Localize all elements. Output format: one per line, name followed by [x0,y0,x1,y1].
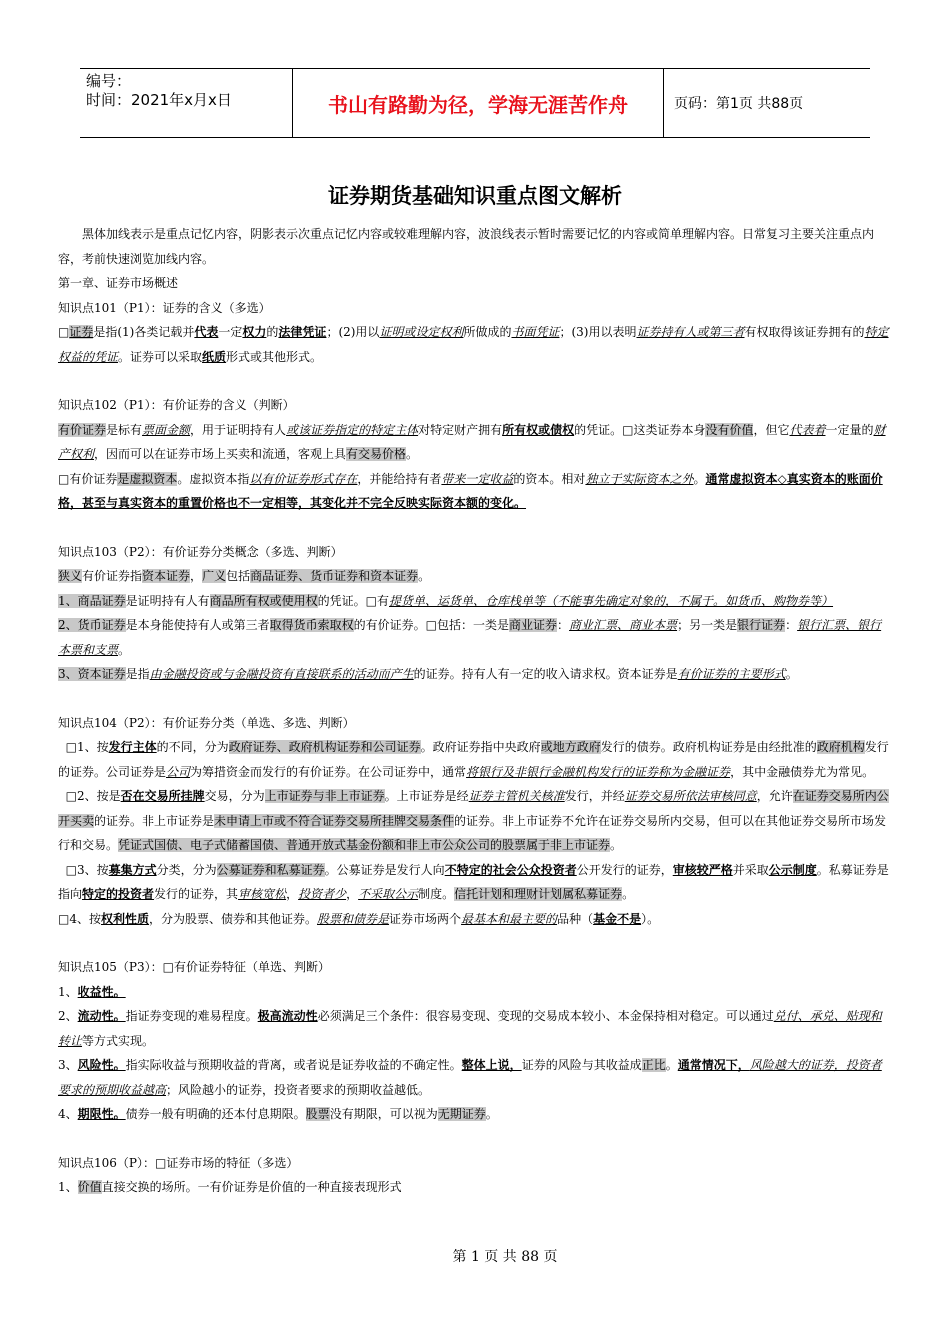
paragraph-104-1 [58,735,890,784]
text-run: 发行的证券，其 [154,887,239,901]
text-run: 银行汇票、银行本票和支票 [58,618,882,657]
paragraph-103-narrow [58,564,890,589]
motto: 书山有路勤为径，学海无涯苦作舟 [293,69,664,137]
text-run: ；(2)用以 [326,325,380,339]
text-run: 收益性。 [77,984,126,999]
text-run: 2、货币证券 [58,618,126,632]
text-run: 等方式实现。 [82,1033,155,1048]
text-run: 流动性。 [77,1009,126,1023]
text-run: 不特定的社会公众投资者 [444,862,577,877]
text-run: 或地方政府 [540,740,601,754]
text-run: 必须满足三个条件：很容易变现、变现的交易成本较小、本金保持相对稳定。可以通过 [317,1009,774,1023]
text-run: 商业证券 [509,618,558,632]
text-run: 。政府证券指中央政府 [420,740,541,754]
text-run: 价值 [77,1180,102,1194]
text-run: 否在交易所挂牌 [120,789,205,803]
date-label: 时间：2021年x月x日 [86,91,232,109]
page-label: 页码：第1页 共88页 [674,96,804,112]
text-run: 以有价证券形式存在 [249,471,358,486]
text-run: 2、 [58,1009,78,1023]
text-run: 。上市证券是经 [384,789,469,803]
text-run: 。虚拟资本指 [177,471,250,486]
text-run: 纸质 [202,349,227,364]
text-run: 特定的投资者 [82,887,155,901]
text-run: 包括 [226,569,251,583]
text-run: 并采取 [732,862,769,877]
text-run: 。 [785,667,798,681]
text-run: 一定 [218,325,243,339]
text-run: 整体上说， [461,1058,522,1072]
text-run: 政府证券、政府机构证券和公司证券 [228,740,421,754]
text-run: 。 [485,1107,498,1121]
text-run: 商品所有权或使用权 [209,593,318,608]
text-run: 最基本和最主要的 [461,911,558,926]
paragraph-101 [58,320,890,369]
text-run: 投资者少 [298,887,347,901]
text-run: 未申请上市或不符合证券交易所挂牌交易条件 [214,813,455,828]
section-heading-103: 知识点103（P2）：有价证券分类概念（多选、判断） [58,544,343,559]
section-heading-106: 知识点106（P）：□证券市场的特征（多选） [58,1155,299,1170]
text-run: 将银行及非银行金融机构发行的证券称为金融证券 [466,764,731,779]
text-run: 商业汇票、商业本票 [569,618,678,632]
text-run: 一定量的 [825,422,874,437]
text-run: 1、 [58,1180,78,1194]
text-run: 公司 [166,764,191,779]
text-run: 是指(1)各类记载并 [93,325,195,339]
text-run: 的 [266,325,279,339]
text-run: 极高流动性 [257,1009,318,1023]
text-run: 取得货币索取权 [269,618,354,632]
text-run: □1、按 [65,740,109,754]
text-run: 正比 [641,1058,666,1072]
text-run: 指证券变现的难易程度。 [125,1009,258,1023]
text-run: 政府机构 [816,740,865,754]
text-run: 法律凭证 [278,325,327,339]
text-run: 信托计划和理财计划属私募证券 [454,887,623,901]
text-run: ，但它 [753,422,790,437]
text-run: 股票 [305,1107,330,1121]
text-run: 通常情况下， [677,1058,750,1072]
text-run: 分类，分为 [156,862,217,877]
text-run: 有价证券的主要形式 [677,667,786,681]
text-run: 有价证券 [58,422,107,437]
text-run: 兑付、承兑、贴现和转让 [58,1009,882,1048]
text-run: 在证券交易所内公开买卖 [58,789,889,828]
text-run: 期限性。 [77,1107,126,1121]
text-run: 特定权益的凭证 [58,325,889,364]
section-heading-102: 知识点102（P1）：有价证券的含义（判断） [58,398,295,412]
text-run: ，并能给持有者 [357,471,442,486]
text-run: 公募证券和私募证券 [216,862,325,877]
text-run: 不采取公示 [358,887,419,901]
text-run: 权力 [242,325,267,339]
text-run: 。 [622,887,635,901]
text-run: 品种（ [557,911,594,926]
text-run: 的凭证。□这类证券本身 [574,422,706,437]
text-run: ， [346,887,359,901]
text-run: □2、按是 [65,789,121,803]
text-run: 的凭证。□有 [317,593,390,608]
text-run: 代表着 [789,422,826,437]
text-run: 财产权利 [58,422,886,461]
text-run: 公开发行的证券， [576,862,673,877]
text-run: 。 [693,471,706,486]
text-run: 。 [118,642,131,657]
text-run: 。私募证券是指向 [58,862,889,901]
paragraph-102a [58,418,890,467]
text-run: ， [286,887,299,901]
text-run: ）。 [641,911,660,926]
text-run: 是本身能使持有人或第三者 [125,618,270,632]
text-run: 基金不是 [593,911,642,926]
text-run: 风险性。 [77,1058,126,1072]
paragraph-103-capital [58,662,890,687]
page-footer: 第 1 页 共 88 页 [452,1249,558,1265]
text-run: 的证券。非上市证券是 [94,813,215,828]
text-run: □3、按 [65,862,109,877]
document-title: 证券期货基础知识重点图文解析 [328,184,622,208]
paragraph-104-3 [58,858,890,907]
text-run: ，因而可以在证券市场上买卖和流通，客观上具 [94,447,347,461]
text-run: 4、 [58,1107,78,1121]
text-run: 或该证券指定的特定主体 [286,422,419,437]
text-run: 是虚拟资本 [117,471,178,486]
text-run: 1、 [58,984,78,999]
text-run: 证券的风险与其收益成 [521,1058,642,1072]
feature-2 [58,1004,890,1053]
text-run: 3、资本证券 [58,667,126,681]
text-run: ，其中金融债券尤为常见。 [730,764,875,779]
text-run: ，用于证明持有人 [190,422,287,437]
text-run: 对特定财产拥有 [418,422,503,437]
market-feature-1 [58,1175,890,1200]
text-run: 代表 [194,325,219,339]
text-run: ，分为股票、债券和其他证券。 [149,911,318,926]
text-run: 。 [665,1058,678,1072]
section-heading-105: 知识点105（P3）：□有价证券特征（单选、判断） [58,960,330,974]
text-run: ，允许 [756,789,793,803]
text-run: 发行的证券。公司证券是 [58,740,889,779]
text-run: 是指 [125,667,150,681]
text-run: 没有价值 [705,422,754,437]
text-run: 证券交易所依法审核同意 [624,789,757,803]
feature-4 [58,1102,890,1127]
text-run: 所有权或债权 [502,422,575,437]
text-run: 募集方式 [108,862,157,877]
intro-paragraph: 黑体加线表示是重点记忆内容，阴影表示次重点记忆内容或较难理解内容，波浪线表示暂时需要记忆的内容或简单理解内容。日常复习主要关注重点内容，考前快速浏览加线内容。 [58,227,875,266]
text-run: 3、 [58,1058,78,1072]
text-run: 证明或设定权利 [379,325,464,339]
text-run: 由金融投资或与金融投资有直接联系的活动而产生 [149,667,414,681]
text-run: 发行，并经 [564,789,625,803]
text-run: ： [785,618,798,632]
text-run: 的证券。持有人有一定的收入请求权。资本证券是 [413,667,678,681]
text-run: 。 [406,447,419,461]
text-run: 。公募证券是发行人向 [324,862,445,877]
text-run: 票面金额 [142,422,191,437]
text-run: ， [190,569,203,583]
text-run: 风险越大的证券，投资者要求的预期收益越高 [58,1058,882,1097]
text-run: 指实际收益与预期收益的背离，或者说是证券收益的不确定性。 [125,1058,462,1072]
feature-3 [58,1053,890,1102]
text-run: 。证券可以采取 [118,349,203,364]
text-run: ；(3)用以表明 [559,325,637,339]
chapter-heading: 第一章、证券市场概述 [58,276,179,290]
text-run: 有价证券指 [82,569,143,583]
section-heading-104: 知识点104（P2）：有价证券分类（单选、多选、判断） [58,715,355,730]
text-run: 书面凭证 [511,325,560,339]
header-table [80,68,870,138]
text-run: ： [557,618,570,632]
text-run: 。 [610,838,623,852]
text-run: 交易，分为 [204,789,265,803]
text-run: 直接交换的场所。一有价证券是价值的一种直接表现形式 [101,1180,402,1194]
text-run: 公示制度 [768,862,817,877]
paragraph-102b [58,467,890,516]
text-run: 债券一般有明确的还本付息期限。 [125,1107,306,1121]
text-run: □4、按 [58,911,101,926]
text-run: 没有期限，可以视为 [329,1107,438,1121]
text-run: 上市证券与非上市证券 [264,789,385,803]
text-run: 狭义 [58,569,83,583]
text-run: 提货单、运货单、仓库栈单等（不能事先确定对象的，不属于。如货币、购物券等） [389,593,834,608]
text-run: 广义 [202,569,227,583]
text-run: 审核较严格 [672,862,733,877]
header-meta-cell [80,69,293,137]
text-run: 权利性质 [100,911,149,926]
text-run: 证券主管机关核准 [468,789,565,803]
text-run: 1、商品证券 [58,593,126,608]
text-run: 的资本。相对 [513,471,586,486]
text-run: 带来一定收益 [441,471,514,486]
text-run: 银行证券 [737,618,786,632]
paragraph-103-currency [58,613,890,662]
text-run: 无期证券 [437,1107,486,1121]
text-run: 形式或其他形式。 [226,349,323,364]
section-heading-101: 知识点101（P1）：证券的含义（多选） [58,300,271,315]
text-run: 。 [418,569,431,583]
text-run: 证券 [69,325,94,339]
text-run: 商品证券、货币证券和资本证券 [250,569,419,583]
text-run: 发行主体 [108,740,157,754]
feature-1 [58,980,890,1005]
text-run: ；另一类是 [677,618,738,632]
text-run: 为筹措资金而发行的有价证券。在公司证券中，通常 [190,764,467,779]
document-body [58,222,890,1200]
text-run: 是证明持有人有 [125,593,210,608]
text-run: 股票和债券是 [317,911,390,926]
text-run: 通常虚拟资本◇真实资本的账面价格，甚至与真实资本的重置价格也不一定相等，其变化并不完全反映实际资本额的变化。 [58,471,883,510]
text-run: 制度。 [418,887,455,901]
number-label: 编号： [86,72,132,90]
paragraph-103-commodity [58,589,890,614]
text-run: ；风险越小的证券，投资者要求的预期收益越低。 [166,1082,431,1097]
text-run: □ [58,325,70,339]
text-run: 证券市场两个 [389,911,462,926]
text-run: 的有价证券。□包括：一类是 [353,618,510,632]
text-run: 是标有 [106,422,143,437]
text-run: 发行的债券。政府机构证券是由经批准的 [600,740,817,754]
paragraph-104-4 [58,907,890,932]
text-run: 的证券。非上市证券不允许在证券交易所内交易，但可以在其他证券交易所市场发行和交易。 [58,813,887,852]
text-run: 所做成的 [463,325,512,339]
text-run: 有权取得该证券拥有的 [744,325,865,339]
text-run: 审核宽松 [238,887,287,901]
text-run: 有交易价格 [346,447,407,461]
text-run: 独立于实际资本之外 [585,471,694,486]
text-run: □有价证券 [58,471,118,486]
paragraph-104-2 [58,784,890,858]
text-run: 资本证券 [142,569,191,583]
text-run: 凭证式国债、电子式储蓄国债、普通开放式基金份额和非上市公众公司的股票属于非上市证券 [118,838,611,852]
text-run: 的不同，分为 [156,740,229,754]
text-run: 证券持有人或第三者 [636,325,745,339]
